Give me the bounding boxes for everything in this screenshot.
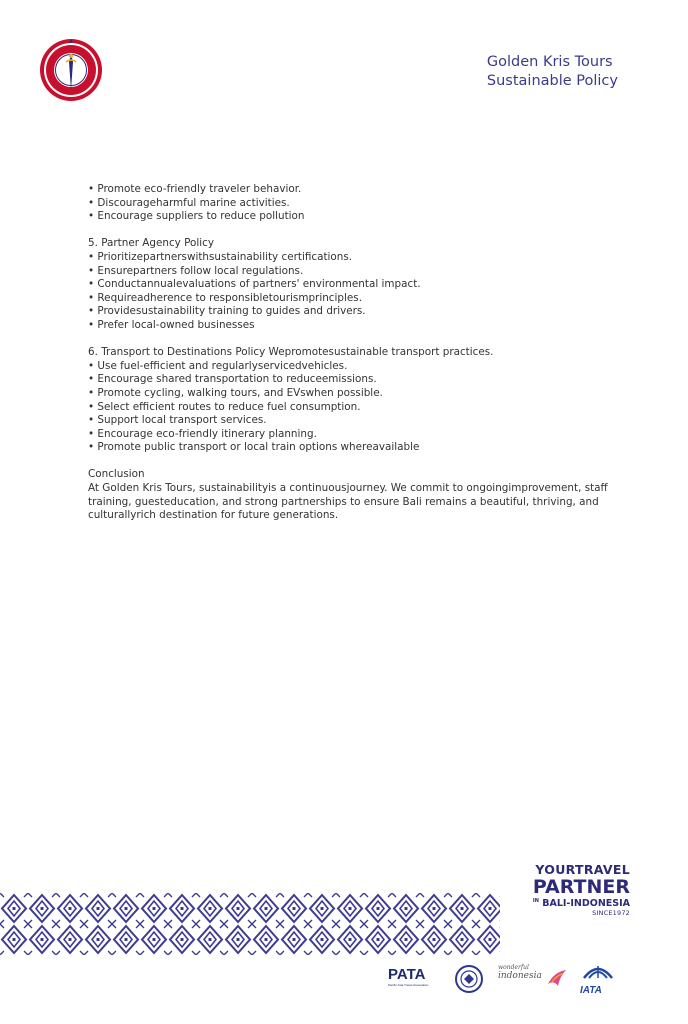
list-item: • Support local transport services.	[88, 414, 267, 427]
policy-content	[88, 183, 648, 523]
list-item: • Prefer local-owned businesses	[88, 318, 255, 331]
list-item: • Encourage shared transportation to reduceemissions.	[88, 373, 377, 386]
list-item: • Promote eco-friendly traveler behavior.	[88, 183, 302, 195]
list-item: • Providesustainability training to guides and drivers.	[88, 305, 366, 318]
bird-icon	[546, 968, 568, 993]
document-subtitle: Sustainable Policy	[486, 73, 618, 89]
globe-icon	[580, 962, 616, 980]
section-heading: 6. Transport to Destinations Policy Wepromotesustainable transport practices.	[88, 346, 494, 359]
tagline-line2: PARTNER	[532, 876, 630, 898]
list-item: • Prioritizepartnerswithsustainability certifications.	[88, 250, 353, 263]
conclusion-heading: Conclusion	[88, 468, 145, 481]
iata-logo: IATA	[580, 962, 616, 996]
wonderful-indonesia-logo: wonderful indonesia	[498, 964, 542, 981]
list-item: • Discourageharmful marine activities.	[88, 196, 290, 209]
list-item: • Use fuel-efficient and regularlyservicedvehicles.	[88, 359, 348, 372]
list-item: • Requireadherence to responsibletourismprinciples.	[88, 291, 362, 304]
travel-partner-tagline	[512, 862, 630, 917]
list-item: • Encourage eco-friendly itinerary planning.	[88, 427, 317, 440]
list-item: • Ensurepartners follow local regulations.	[88, 264, 304, 277]
pata-logo: PATA Pacific Asia Travel Association	[388, 966, 429, 987]
list-item: • Select efficient routes to reduce fuel consumption.	[88, 400, 361, 413]
company-logo	[38, 32, 104, 108]
list-item: • Promote public transport or local train options whereavailable	[88, 441, 420, 454]
batik-pattern-decoration	[0, 893, 500, 955]
document-title	[487, 53, 618, 91]
conclusion-paragraph: At Golden Kris Tours, sustainabilityis a continuousjourney. We commit to ongoingimprovement, staff training, guesteducation, and strong partnerships to ensure Bali remains a beautiful, thriving, and culturallyrich destination for future generations.	[88, 482, 608, 522]
tagline-line3: $^{IN}$ BALI-INDONESIA	[532, 898, 630, 910]
list-item: • Conductannualevaluations of partners' environmental impact.	[88, 278, 421, 291]
list-item: • Encourage suppliers to reduce pollution	[88, 210, 305, 223]
list-item: • Promote cycling, walking tours, and EVswhen possible.	[88, 386, 383, 399]
section-heading: 5. Partner Agency Policy	[88, 237, 215, 250]
tagline-since: SINCE1972	[592, 909, 630, 918]
ministry-seal-icon	[454, 964, 484, 999]
tagline-line1: YOURTRAVEL	[535, 862, 630, 877]
partner-logos	[388, 960, 628, 1000]
kris-emblem-icon	[38, 32, 104, 108]
company-name: Golden Kris Tours	[486, 54, 613, 70]
